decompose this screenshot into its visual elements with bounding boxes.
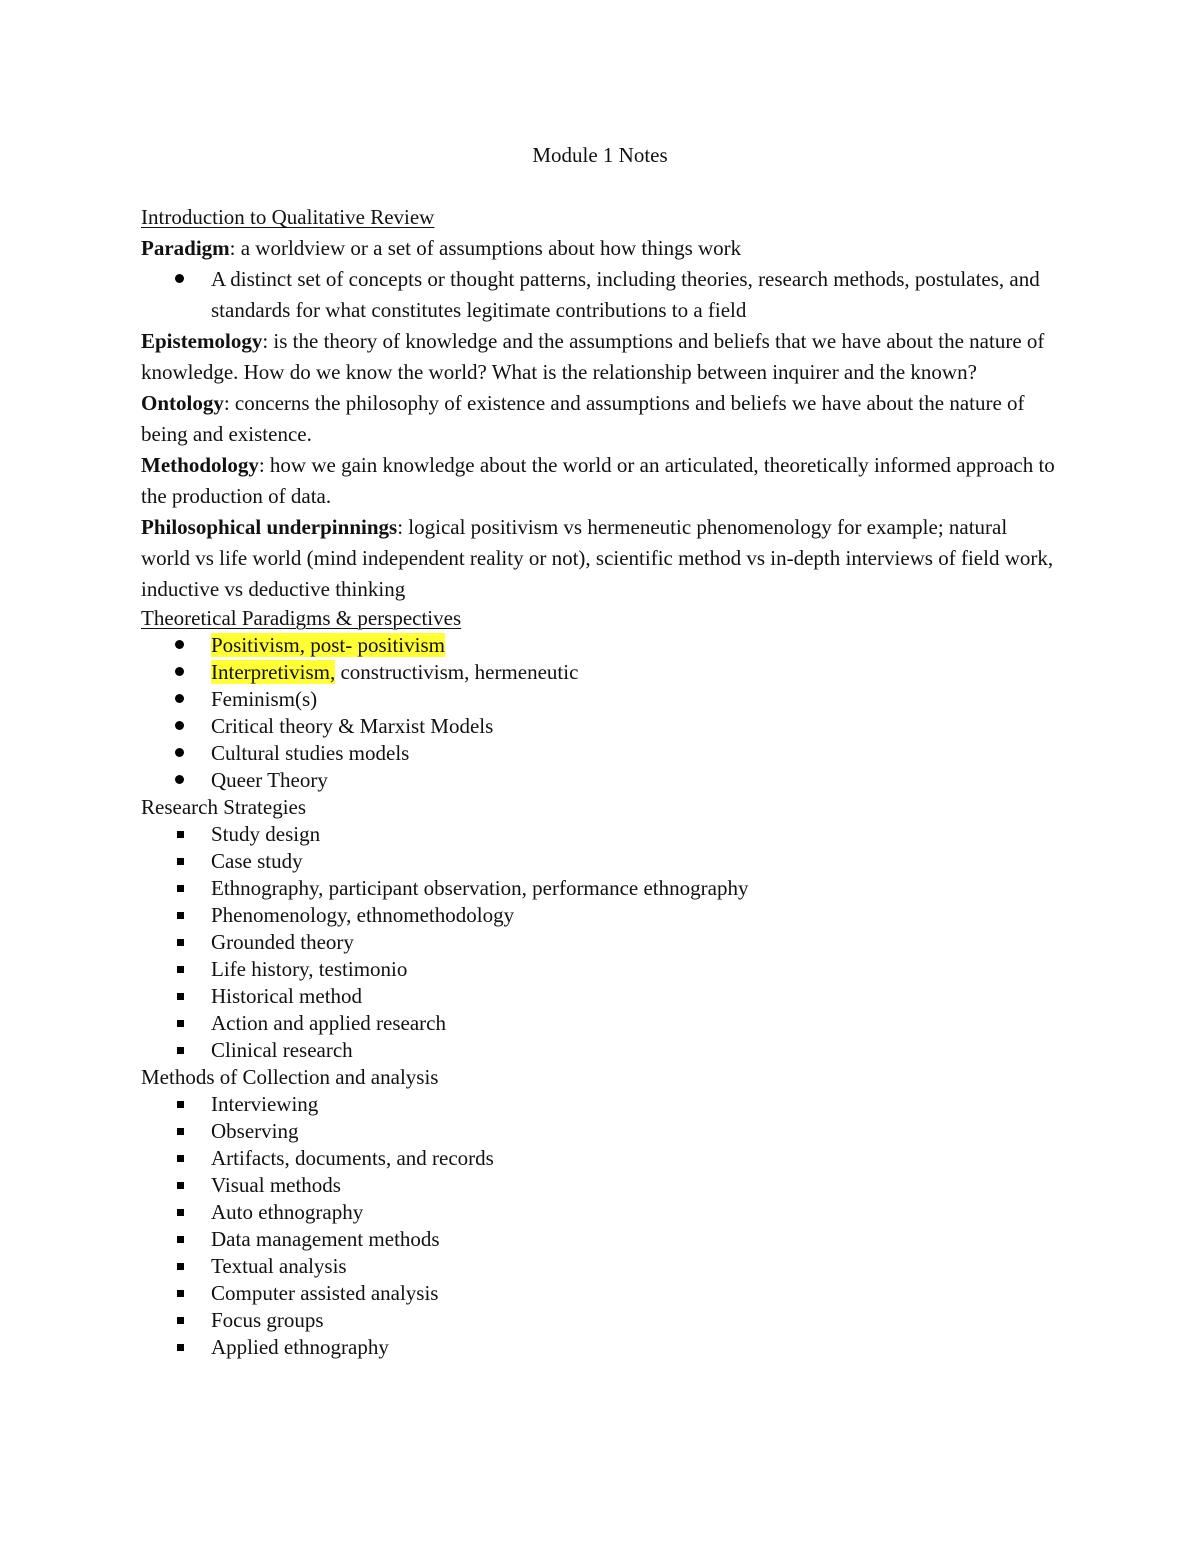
list-item [141, 1010, 1061, 1037]
methodology-text: : how we gain knowledge about the world or an articulated, theoretically informed approach to the production of data. [141, 453, 1055, 508]
list-item [141, 1334, 1061, 1361]
list-item [141, 1307, 1061, 1334]
square-bullet-icon [177, 1236, 184, 1243]
square-bullet-icon [177, 1047, 184, 1054]
square-bullet-icon [177, 1020, 184, 1027]
intro-heading: Introduction to Qualitative Review [141, 205, 435, 229]
epistemology-term: Epistemology [141, 329, 263, 353]
square-bullet-icon [177, 1290, 184, 1297]
paradigm-text: : a worldview or a set of assumptions about how things work [229, 236, 742, 260]
bullet-icon [175, 748, 184, 757]
list-item [141, 848, 1061, 875]
list-item-text: Grounded theory [211, 930, 354, 954]
list-item-text: Queer Theory [211, 768, 328, 792]
ontology-term: Ontology [141, 391, 224, 415]
list-item [141, 1226, 1061, 1253]
list-item [141, 1145, 1061, 1172]
square-bullet-icon [177, 1182, 184, 1189]
list-item-text: Life history, testimonio [211, 957, 408, 981]
list-item-text: Interviewing [211, 1092, 319, 1116]
theoretical-list [141, 632, 1061, 794]
list-item-text: Action and applied research [211, 1011, 446, 1035]
list-item [141, 1199, 1061, 1226]
methodology-definition [141, 450, 1061, 512]
list-item-text: Feminism(s) [211, 687, 318, 711]
list-item [141, 902, 1061, 929]
list-item [141, 740, 1061, 767]
list-item-text: Ethnography, participant observation, performance ethnography [211, 876, 749, 900]
bullet-icon [175, 667, 184, 676]
list-item-text: Textual analysis [211, 1254, 347, 1278]
methods-heading: Methods of Collection and analysis [141, 1065, 439, 1089]
square-bullet-icon [177, 912, 184, 919]
list-item-text: Clinical research [211, 1038, 353, 1062]
list-item-text: Observing [211, 1119, 299, 1143]
philosophical-text: : logical positivism vs hermeneutic phenomenology for example; natural world vs life world (mind independent reality or not), scientific method vs in-depth interviews of field work, inductive vs deductive thinking [141, 515, 1054, 601]
list-item [141, 264, 1061, 326]
bullet-icon [175, 694, 184, 703]
square-bullet-icon [177, 1209, 184, 1216]
list-item [141, 956, 1061, 983]
research-strategies-list [141, 821, 1061, 1064]
square-bullet-icon [177, 858, 184, 865]
bullet-icon [175, 721, 184, 730]
list-item [141, 1172, 1061, 1199]
document-body [141, 140, 1061, 1361]
list-item [141, 632, 1061, 659]
philosophical-term: Philosophical underpinnings [141, 515, 398, 539]
list-item [141, 929, 1061, 956]
list-item-text: Cultural studies models [211, 741, 410, 765]
list-item [141, 875, 1061, 902]
square-bullet-icon [177, 1155, 184, 1162]
list-item-text: Applied ethnography [211, 1335, 389, 1359]
list-item-text: Historical method [211, 984, 363, 1008]
methods-list [141, 1091, 1061, 1361]
bullet-icon [175, 775, 184, 784]
philosophical-definition [141, 512, 1061, 605]
square-bullet-icon [177, 1128, 184, 1135]
list-item [141, 686, 1061, 713]
square-bullet-icon [177, 1101, 184, 1108]
highlighted-text: Positivism, post- positivism [211, 633, 445, 657]
paradigm-bullets [141, 264, 1061, 326]
highlighted-text: Interpretivism, [211, 660, 336, 684]
paradigm-definition [141, 233, 1061, 264]
paradigm-term: Paradigm [141, 236, 230, 260]
list-item [141, 659, 1061, 686]
list-item [141, 1037, 1061, 1064]
list-item [141, 1253, 1061, 1280]
list-item-text: constructivism, hermeneutic [335, 660, 579, 684]
list-item-text: Auto ethnography [211, 1200, 364, 1224]
page-title: Module 1 Notes [532, 143, 668, 167]
research-strategies-heading: Research Strategies [141, 795, 307, 819]
epistemology-definition [141, 326, 1061, 388]
square-bullet-icon [177, 831, 184, 838]
ontology-definition [141, 388, 1061, 450]
square-bullet-icon [177, 1344, 184, 1351]
square-bullet-icon [177, 1263, 184, 1270]
list-item [141, 767, 1061, 794]
list-item-text: Data management methods [211, 1227, 440, 1251]
bullet-icon [175, 640, 184, 649]
list-item-text: Visual methods [211, 1173, 341, 1197]
list-item [141, 713, 1061, 740]
list-item-text: Study design [211, 822, 321, 846]
list-item-text: Computer assisted analysis [211, 1281, 439, 1305]
list-item [141, 1280, 1061, 1307]
bullet-icon [175, 274, 184, 283]
list-item-text: Phenomenology, ethnomethodology [211, 903, 515, 927]
list-item [141, 821, 1061, 848]
list-item [141, 983, 1061, 1010]
ontology-text: : concerns the philosophy of existence and assumptions and beliefs we have about the nature of being and existence. [141, 391, 1025, 446]
list-item-text: Focus groups [211, 1308, 324, 1332]
list-item-text: A distinct set of concepts or thought patterns, including theories, research methods, postulates, and standards for what constitutes legitimate contributions to a field [211, 267, 1040, 322]
epistemology-text: : is the theory of knowledge and the assumptions and beliefs that we have about the nature of knowledge. How do we know the world? What is the relationship between inquirer and the known? [141, 329, 1045, 384]
theoretical-heading: Theoretical Paradigms & perspectives [141, 606, 462, 630]
square-bullet-icon [177, 966, 184, 973]
list-item-text: Artifacts, documents, and records [211, 1146, 494, 1170]
list-item [141, 1091, 1061, 1118]
square-bullet-icon [177, 885, 184, 892]
square-bullet-icon [177, 1317, 184, 1324]
list-item-text: Case study [211, 849, 303, 873]
square-bullet-icon [177, 939, 184, 946]
list-item-text: Critical theory & Marxist Models [211, 714, 494, 738]
square-bullet-icon [177, 993, 184, 1000]
methodology-term: Methodology [141, 453, 259, 477]
list-item [141, 1118, 1061, 1145]
